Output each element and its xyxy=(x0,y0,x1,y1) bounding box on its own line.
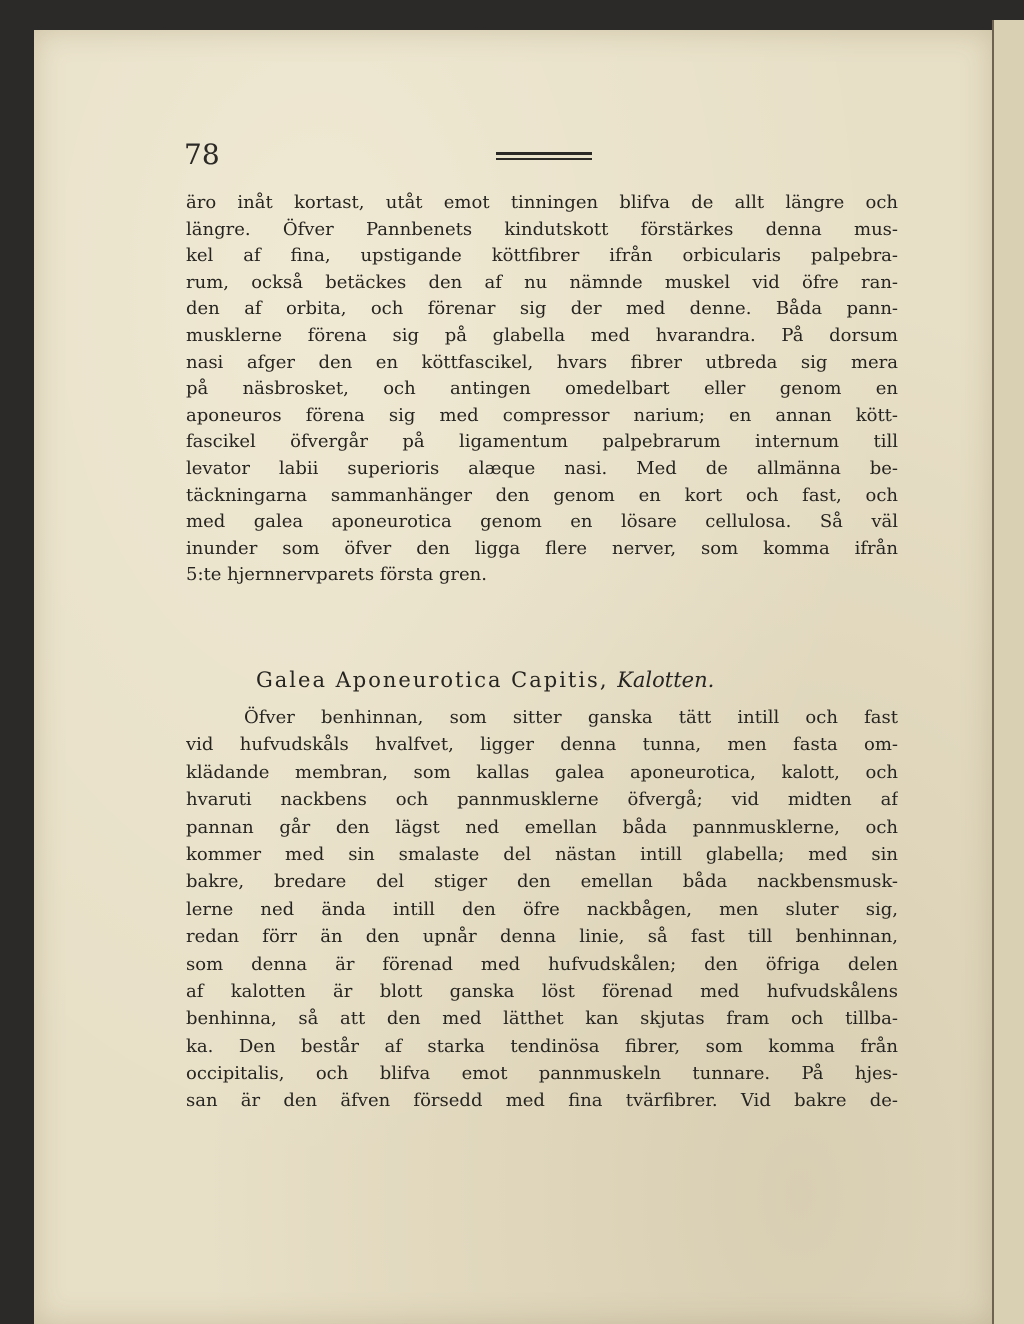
text-line: musklerne förena sig på glabella med hvarandra. På dorsum xyxy=(186,324,898,346)
text-line: levator labii superioris alæque nasi. Med de allmänna be- xyxy=(186,457,898,479)
text-line: inunder som öfver den ligga flere nerver, som komma ifrån xyxy=(186,537,898,559)
text-line: san är den äfven försedd med fina tvärfibrer. Vid bakre de- xyxy=(186,1090,898,1112)
text-line: occipitalis, och blifva emot pannmuskeln tunnare. På hjes- xyxy=(186,1063,898,1085)
text-line: äro inåt kortast, utåt emot tinningen blifva de allt längre och xyxy=(186,192,898,213)
heading-subtitle: Kalotten. xyxy=(617,668,715,692)
text-line: Öfver benhinnan, som sitter ganska tätt intill och fast xyxy=(244,707,898,728)
text-line: pannan går den lägst ned emellan båda pannmusklerne, och xyxy=(186,816,898,838)
heading-title: Galea Aponeurotica Capitis, xyxy=(256,668,609,692)
text-line: bakre, bredare del stiger den emellan båda nackbensmusk- xyxy=(186,871,898,893)
page-number: 78 xyxy=(184,138,220,171)
paragraph-2 xyxy=(186,704,898,1115)
text-line: kommer med sin smalaste del nästan intill glabella; med sin xyxy=(186,843,898,865)
text-line: rum, också betäckes den af nu nämnde muskel vid öfre ran- xyxy=(186,271,898,293)
text-line: med galea aponeurotica genom en lösare cellulosa. Så väl xyxy=(186,511,898,533)
text-line: lerne ned ända intill den öfre nackbågen, men sluter sig, xyxy=(186,898,898,920)
header-rule xyxy=(496,152,592,160)
text-line: hvaruti nackbens och pannmusklerne öfvergå; vid midten af xyxy=(186,789,898,811)
text-line: fascikel öfvergår på ligamentum palpebrarum internum till xyxy=(186,431,898,453)
text-line: 5:te hjernnervparets första gren. xyxy=(186,564,487,586)
section-heading xyxy=(256,668,816,692)
paragraph-1 xyxy=(186,190,898,589)
text-line: benhinna, så att den med lätthet kan skjutas fram och tillba- xyxy=(186,1008,898,1030)
text-line: den af orbita, och förenar sig der med denne. Båda pann- xyxy=(186,298,898,320)
text-line: vid hufvudskåls hvalfvet, ligger denna tunna, men fasta om- xyxy=(186,734,898,756)
text-line: täckningarna sammanhänger den genom en kort och fast, och xyxy=(186,484,898,506)
text-line: på näsbrosket, och antingen omedelbart eller genom en xyxy=(186,378,898,400)
text-line: aponeuros förena sig med compressor narium; en annan kött- xyxy=(186,404,898,426)
text-line: längre. Öfver Pannbenets kindutskott förstärkes denna mus- xyxy=(186,218,898,240)
text-line: redan förr än den upnår denna linie, så fast till benhinnan, xyxy=(186,926,898,948)
text-line: af kalotten är blott ganska löst förenad med hufvudskålens xyxy=(186,980,898,1002)
text-line: ka. Den består af starka tendinösa fibrer, som komma från xyxy=(186,1035,898,1057)
text-line: klädande membran, som kallas galea aponeurotica, kalott, och xyxy=(186,761,898,783)
text-line: nasi afger den en köttfascikel, hvars fibrer utbreda sig mera xyxy=(186,351,898,373)
next-page-edge xyxy=(992,20,1024,1324)
text-line: kel af fina, upstigande köttfibrer ifrån orbicularis palpebra- xyxy=(186,245,898,267)
text-line: som denna är förenad med hufvudskålen; den öfriga delen xyxy=(186,953,898,975)
